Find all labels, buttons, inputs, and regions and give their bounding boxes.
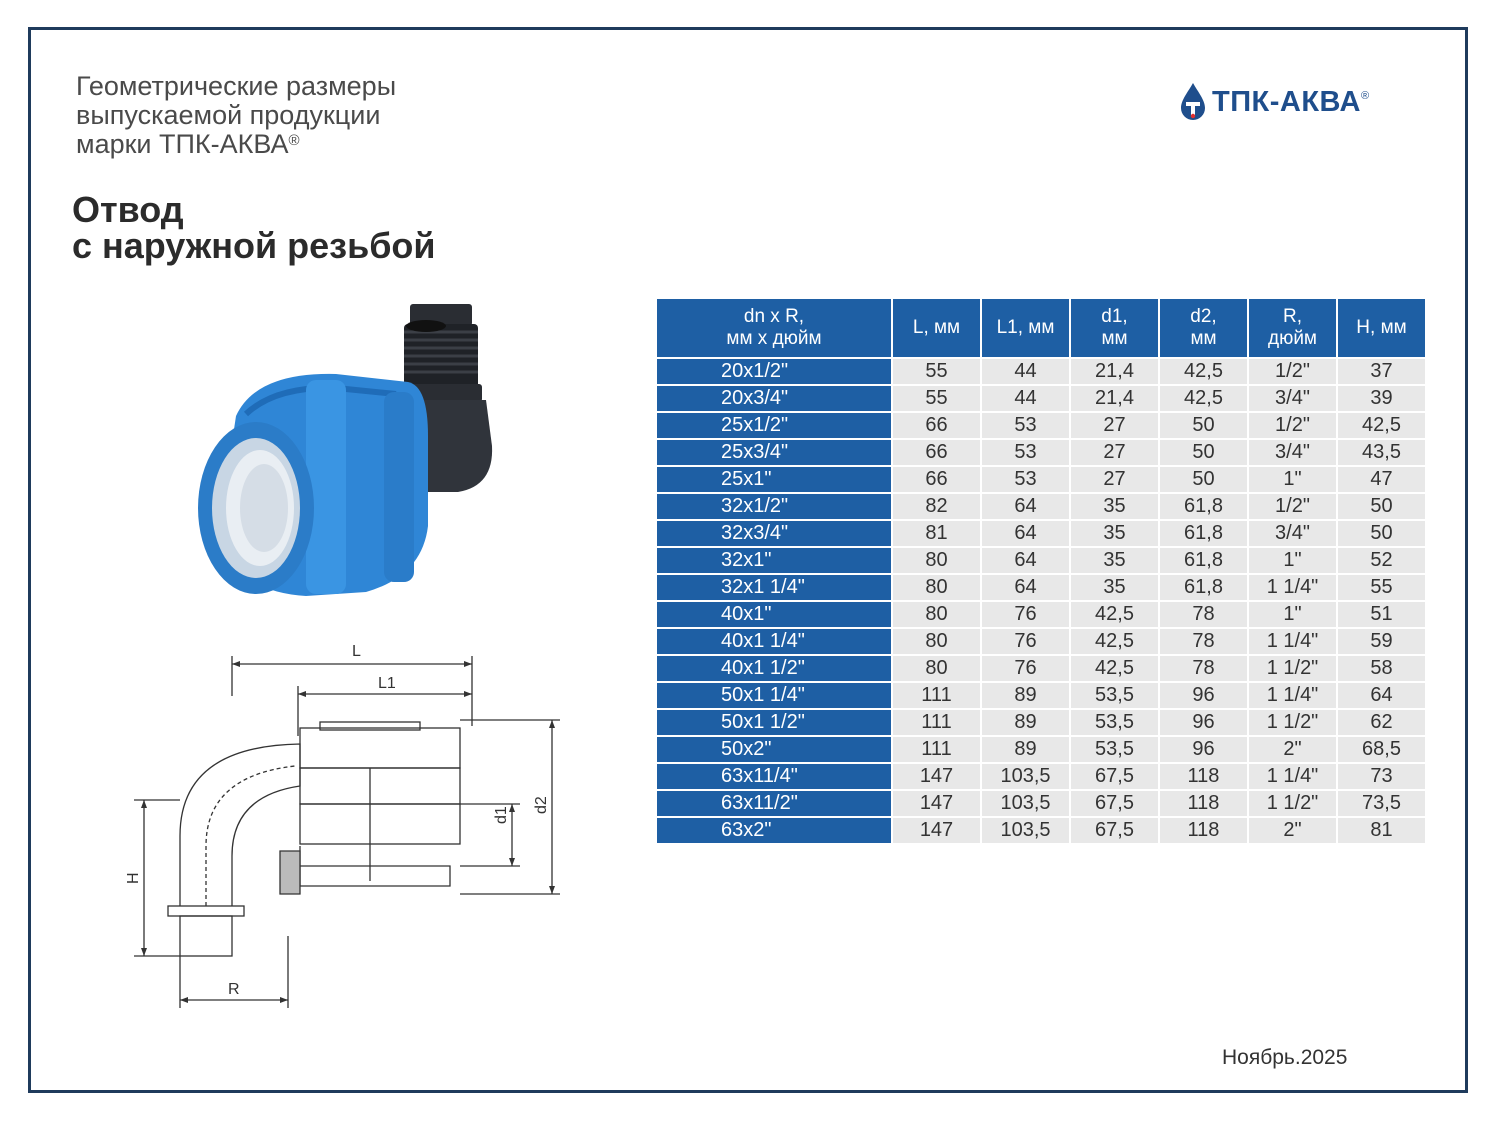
table-cell: 103,5 — [982, 791, 1069, 816]
table-cell: 1/2" — [1249, 494, 1336, 519]
table-cell: 1 1/4" — [1249, 764, 1336, 789]
table-cell: 1/2" — [1249, 413, 1336, 438]
table-cell: 3/4" — [1249, 521, 1336, 546]
table-cell: 1" — [1249, 467, 1336, 492]
table-cell: 1" — [1249, 602, 1336, 627]
dim-label-d2: d2 — [533, 796, 550, 814]
table-cell: 80 — [893, 629, 980, 654]
table-cell: 64 — [1338, 683, 1425, 708]
table-cell: 89 — [982, 683, 1069, 708]
dim-label-R: R — [228, 981, 240, 998]
table-cell: 61,8 — [1160, 521, 1247, 546]
dim-label-d1: d1 — [493, 806, 510, 824]
table-cell: 1" — [1249, 548, 1336, 573]
column-header-line: мм — [1101, 328, 1128, 349]
table-cell: 1 1/4" — [1249, 629, 1336, 654]
dimensions-table — [655, 297, 1427, 845]
row-size-cell: 20x3/4" — [657, 386, 891, 411]
table-cell: 55 — [1338, 575, 1425, 600]
table-cell: 53 — [982, 413, 1069, 438]
table-cell: 44 — [982, 359, 1069, 384]
table-cell: 35 — [1071, 521, 1158, 546]
row-size-cell: 25x1" — [657, 467, 891, 492]
row-size-cell: 32x3/4" — [657, 521, 891, 546]
column-header-line: dn x R, — [743, 306, 805, 327]
table-cell: 27 — [1071, 467, 1158, 492]
table-cell: 50 — [1338, 521, 1425, 546]
table-cell: 3/4" — [1249, 440, 1336, 465]
table-row — [657, 818, 1425, 843]
table-cell: 1 1/2" — [1249, 791, 1336, 816]
row-size-cell: 50x2" — [657, 737, 891, 762]
table-cell: 35 — [1071, 494, 1158, 519]
table-row — [657, 656, 1425, 681]
table-cell: 61,8 — [1160, 548, 1247, 573]
table-cell: 53,5 — [1071, 683, 1158, 708]
table-cell: 50 — [1160, 467, 1247, 492]
column-header — [1160, 299, 1247, 357]
table-cell: 76 — [982, 602, 1069, 627]
table-cell: 103,5 — [982, 764, 1069, 789]
table-cell: 67,5 — [1071, 764, 1158, 789]
table-cell: 147 — [893, 791, 980, 816]
table-cell: 66 — [893, 440, 980, 465]
title-line-1: Отвод — [72, 189, 184, 230]
dim-label-H: H — [125, 872, 142, 884]
table-cell: 21,4 — [1071, 386, 1158, 411]
column-header-line: мм x дюйм — [726, 328, 822, 349]
table-cell: 78 — [1160, 602, 1247, 627]
row-size-cell: 25x1/2" — [657, 413, 891, 438]
row-size-cell: 40x1 1/2" — [657, 656, 891, 681]
table-cell: 55 — [893, 359, 980, 384]
table-cell: 73 — [1338, 764, 1425, 789]
dim-label-L1: L1 — [378, 675, 396, 692]
table-cell: 47 — [1338, 467, 1425, 492]
footer-date: Ноябрь.2025 — [1222, 1046, 1348, 1069]
table-cell: 96 — [1160, 683, 1247, 708]
table-cell: 111 — [893, 737, 980, 762]
table-row — [657, 737, 1425, 762]
table-cell: 66 — [893, 413, 980, 438]
table-row — [657, 494, 1425, 519]
row-size-cell: 32x1 1/4" — [657, 575, 891, 600]
table-body — [657, 359, 1425, 843]
table-cell: 89 — [982, 737, 1069, 762]
table-cell: 52 — [1338, 548, 1425, 573]
column-header — [893, 299, 980, 357]
table-cell: 42,5 — [1160, 359, 1247, 384]
table-row — [657, 359, 1425, 384]
table-cell: 58 — [1338, 656, 1425, 681]
technical-drawing — [120, 636, 580, 1016]
table-row — [657, 575, 1425, 600]
table-cell: 27 — [1071, 413, 1158, 438]
table-cell: 44 — [982, 386, 1069, 411]
table-row — [657, 629, 1425, 654]
column-header-line: L, мм — [912, 317, 961, 338]
table-row — [657, 521, 1425, 546]
table-cell: 80 — [893, 602, 980, 627]
table-cell: 1 1/2" — [1249, 710, 1336, 735]
table-cell: 21,4 — [1071, 359, 1158, 384]
table-row — [657, 683, 1425, 708]
table-cell: 42,5 — [1071, 602, 1158, 627]
table-cell: 81 — [1338, 818, 1425, 843]
table-cell: 118 — [1160, 791, 1247, 816]
row-size-cell: 32x1" — [657, 548, 891, 573]
table-cell: 1/2" — [1249, 359, 1336, 384]
table-row — [657, 413, 1425, 438]
table-cell: 2" — [1249, 818, 1336, 843]
table-cell: 66 — [893, 467, 980, 492]
table-cell: 64 — [982, 521, 1069, 546]
table-cell: 81 — [893, 521, 980, 546]
table-cell: 118 — [1160, 764, 1247, 789]
table-row — [657, 602, 1425, 627]
row-size-cell: 50x1 1/2" — [657, 710, 891, 735]
table-row — [657, 710, 1425, 735]
table-row — [657, 548, 1425, 573]
table-cell: 78 — [1160, 656, 1247, 681]
header-line-3: марки ТПК-АКВА® — [76, 129, 300, 159]
table-cell: 82 — [893, 494, 980, 519]
header-reg-mark: ® — [288, 132, 300, 149]
row-size-cell: 32x1/2" — [657, 494, 891, 519]
table-cell: 1 1/2" — [1249, 656, 1336, 681]
table-cell: 68,5 — [1338, 737, 1425, 762]
table-cell: 96 — [1160, 737, 1247, 762]
row-size-cell: 63x2" — [657, 818, 891, 843]
column-header-line: R, — [1283, 306, 1302, 327]
table-cell: 42,5 — [1071, 629, 1158, 654]
table-cell: 64 — [982, 548, 1069, 573]
table-cell: 80 — [893, 548, 980, 573]
column-header-line: дюйм — [1267, 328, 1317, 349]
table-cell: 42,5 — [1071, 656, 1158, 681]
column-header-line: мм — [1190, 328, 1217, 349]
table-row — [657, 467, 1425, 492]
table-cell: 78 — [1160, 629, 1247, 654]
table-cell: 61,8 — [1160, 494, 1247, 519]
table-cell: 50 — [1338, 494, 1425, 519]
table-cell: 53 — [982, 467, 1069, 492]
table-cell: 27 — [1071, 440, 1158, 465]
table-header-row — [657, 299, 1425, 357]
water-drop-icon — [1178, 82, 1208, 122]
table-cell: 2" — [1249, 737, 1336, 762]
table-cell: 89 — [982, 710, 1069, 735]
table-cell: 76 — [982, 656, 1069, 681]
column-header — [1071, 299, 1158, 357]
table-cell: 53 — [982, 440, 1069, 465]
table-cell: 42,5 — [1160, 386, 1247, 411]
table-row — [657, 764, 1425, 789]
table-cell: 80 — [893, 575, 980, 600]
table-cell: 111 — [893, 710, 980, 735]
column-header — [1249, 299, 1336, 357]
table-cell: 53,5 — [1071, 710, 1158, 735]
table-cell: 118 — [1160, 818, 1247, 843]
table-cell: 73,5 — [1338, 791, 1425, 816]
table-cell: 111 — [893, 683, 980, 708]
row-size-cell: 40x1 1/4" — [657, 629, 891, 654]
table-cell: 147 — [893, 764, 980, 789]
table-cell: 61,8 — [1160, 575, 1247, 600]
table-cell: 51 — [1338, 602, 1425, 627]
table-cell: 3/4" — [1249, 386, 1336, 411]
column-header-line: d1, — [1101, 306, 1128, 327]
product-image — [196, 296, 506, 606]
table-row — [657, 791, 1425, 816]
table-cell: 103,5 — [982, 818, 1069, 843]
brand-logo — [1178, 82, 1369, 122]
table-cell: 50 — [1160, 413, 1247, 438]
table-cell: 55 — [893, 386, 980, 411]
logo-reg-mark: ® — [1361, 90, 1370, 102]
page-title — [72, 189, 436, 266]
row-size-cell: 40x1" — [657, 602, 891, 627]
column-header-line: H, мм — [1356, 317, 1407, 338]
column-header — [982, 299, 1069, 357]
table-cell: 62 — [1338, 710, 1425, 735]
row-size-cell: 63x11/4" — [657, 764, 891, 789]
column-header-line: d2, — [1190, 306, 1217, 327]
table-cell: 59 — [1338, 629, 1425, 654]
table-cell: 1 1/4" — [1249, 575, 1336, 600]
table-cell: 37 — [1338, 359, 1425, 384]
table-cell: 50 — [1160, 440, 1247, 465]
table-cell: 42,5 — [1338, 413, 1425, 438]
row-size-cell: 63x11/2" — [657, 791, 891, 816]
row-size-cell: 20x1/2" — [657, 359, 891, 384]
table-cell: 35 — [1071, 548, 1158, 573]
table-cell: 64 — [982, 575, 1069, 600]
table-cell: 76 — [982, 629, 1069, 654]
table-cell: 39 — [1338, 386, 1425, 411]
title-line-2: с наружной резьбой — [72, 225, 436, 266]
table-cell: 67,5 — [1071, 818, 1158, 843]
dim-label-L: L — [352, 643, 361, 660]
column-header — [1338, 299, 1425, 357]
table-cell: 147 — [893, 818, 980, 843]
table-row — [657, 386, 1425, 411]
table-cell: 35 — [1071, 575, 1158, 600]
header-line-2: выпускаемой продукции — [76, 100, 381, 130]
document-header — [76, 72, 396, 159]
table-cell: 53,5 — [1071, 737, 1158, 762]
table-row — [657, 440, 1425, 465]
table-cell: 80 — [893, 656, 980, 681]
row-size-cell: 25x3/4" — [657, 440, 891, 465]
column-header-line: L1, мм — [996, 317, 1055, 338]
header-line-1: Геометрические размеры — [76, 71, 397, 101]
table-cell: 64 — [982, 494, 1069, 519]
table-cell: 43,5 — [1338, 440, 1425, 465]
table-cell: 1 1/4" — [1249, 683, 1336, 708]
table-cell: 67,5 — [1071, 791, 1158, 816]
column-header — [657, 299, 891, 357]
table-cell: 96 — [1160, 710, 1247, 735]
logo-text: ТПК-АКВА — [1212, 85, 1361, 118]
row-size-cell: 50x1 1/4" — [657, 683, 891, 708]
